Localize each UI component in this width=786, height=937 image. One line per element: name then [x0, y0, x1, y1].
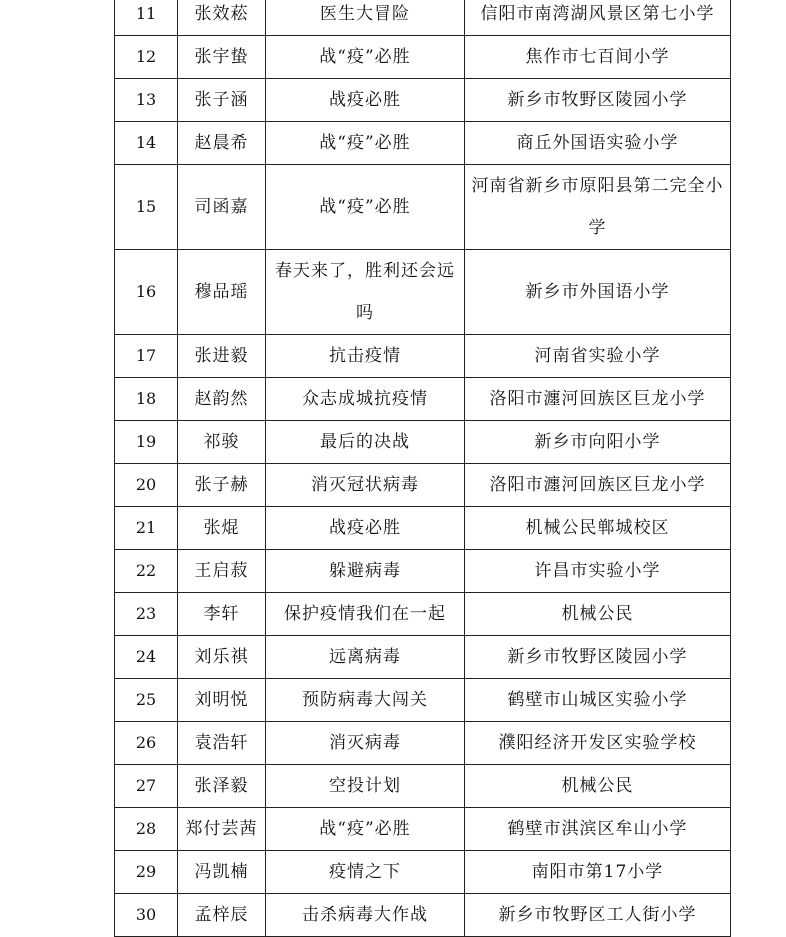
row-number: 14 — [115, 122, 178, 165]
student-name: 郑付芸茜 — [178, 808, 266, 851]
student-name: 张泽毅 — [178, 765, 266, 808]
table-row — [115, 421, 731, 464]
school-name: 鹤壁市淇滨区牟山小学 — [465, 808, 731, 851]
table-row — [115, 79, 731, 122]
student-name: 李轩 — [178, 593, 266, 636]
row-number: 29 — [115, 851, 178, 894]
student-name: 张子涵 — [178, 79, 266, 122]
work-title: 战疫必胜 — [266, 79, 465, 122]
row-number: 28 — [115, 808, 178, 851]
student-name: 赵晨希 — [178, 122, 266, 165]
row-number: 23 — [115, 593, 178, 636]
row-number: 20 — [115, 464, 178, 507]
row-number: 27 — [115, 765, 178, 808]
row-number: 25 — [115, 679, 178, 722]
table-row — [115, 464, 731, 507]
row-number: 19 — [115, 421, 178, 464]
student-name: 刘乐祺 — [178, 636, 266, 679]
school-name: 新乡市牧野区陵园小学 — [465, 79, 731, 122]
school-name: 河南省实验小学 — [465, 335, 731, 378]
work-title: 战“疫”必胜 — [266, 122, 465, 165]
work-title: 战“疫”必胜 — [266, 165, 465, 250]
table-row — [115, 851, 731, 894]
student-name: 祁骏 — [178, 421, 266, 464]
student-name: 张焜 — [178, 507, 266, 550]
table-row — [115, 679, 731, 722]
work-title: 春天来了，胜利还会远吗 — [266, 250, 465, 335]
row-number: 13 — [115, 79, 178, 122]
work-title: 躲避病毒 — [266, 550, 465, 593]
award-list-table — [114, 0, 731, 937]
school-name: 机械公民 — [465, 765, 731, 808]
work-title: 医生大冒险 — [266, 0, 465, 36]
school-name: 南阳市第17小学 — [465, 851, 731, 894]
student-name: 刘明悦 — [178, 679, 266, 722]
school-name: 新乡市牧野区陵园小学 — [465, 636, 731, 679]
row-number: 24 — [115, 636, 178, 679]
row-number: 15 — [115, 165, 178, 250]
student-name: 张效菘 — [178, 0, 266, 36]
school-name: 机械公民 — [465, 593, 731, 636]
table-row — [115, 36, 731, 79]
school-name: 濮阳经济开发区实验学校 — [465, 722, 731, 765]
school-name: 信阳市南湾湖风景区第七小学 — [465, 0, 731, 36]
row-number: 30 — [115, 894, 178, 937]
work-title: 远离病毒 — [266, 636, 465, 679]
work-title: 战疫必胜 — [266, 507, 465, 550]
row-number: 16 — [115, 250, 178, 335]
work-title: 消灭病毒 — [266, 722, 465, 765]
row-number: 17 — [115, 335, 178, 378]
student-name: 冯凯楠 — [178, 851, 266, 894]
student-name: 司函嘉 — [178, 165, 266, 250]
work-title: 众志成城抗疫情 — [266, 378, 465, 421]
table-row — [115, 550, 731, 593]
student-name: 张宇蛰 — [178, 36, 266, 79]
work-title: 战“疫”必胜 — [266, 36, 465, 79]
school-name: 新乡市外国语小学 — [465, 250, 731, 335]
row-number: 21 — [115, 507, 178, 550]
work-title: 疫情之下 — [266, 851, 465, 894]
work-title: 击杀病毒大作战 — [266, 894, 465, 937]
table-row — [115, 593, 731, 636]
table-row — [115, 122, 731, 165]
student-name: 穆品瑶 — [178, 250, 266, 335]
student-name: 张子赫 — [178, 464, 266, 507]
row-number: 11 — [115, 0, 178, 36]
table-row — [115, 722, 731, 765]
table-row — [115, 378, 731, 421]
student-name: 赵韵然 — [178, 378, 266, 421]
school-name: 新乡市牧野区工人街小学 — [465, 894, 731, 937]
table-row — [115, 250, 731, 335]
school-name: 洛阳市瀍河回族区巨龙小学 — [465, 378, 731, 421]
school-name: 洛阳市瀍河回族区巨龙小学 — [465, 464, 731, 507]
student-name: 袁浩轩 — [178, 722, 266, 765]
table-row — [115, 636, 731, 679]
school-name: 鹤壁市山城区实验小学 — [465, 679, 731, 722]
school-name: 河南省新乡市原阳县第二完全小学 — [465, 165, 731, 250]
table-row — [115, 0, 731, 36]
school-name: 新乡市向阳小学 — [465, 421, 731, 464]
student-name: 王启菽 — [178, 550, 266, 593]
student-name: 张进毅 — [178, 335, 266, 378]
table-row — [115, 765, 731, 808]
school-name: 焦作市七百间小学 — [465, 36, 731, 79]
table-row — [115, 894, 731, 937]
row-number: 26 — [115, 722, 178, 765]
work-title: 战“疫”必胜 — [266, 808, 465, 851]
table-row — [115, 335, 731, 378]
row-number: 12 — [115, 36, 178, 79]
row-number: 22 — [115, 550, 178, 593]
work-title: 空投计划 — [266, 765, 465, 808]
work-title: 消灭冠状病毒 — [266, 464, 465, 507]
work-title: 预防病毒大闯关 — [266, 679, 465, 722]
work-title: 最后的决战 — [266, 421, 465, 464]
row-number: 18 — [115, 378, 178, 421]
school-name: 商丘外国语实验小学 — [465, 122, 731, 165]
work-title: 保护疫情我们在一起 — [266, 593, 465, 636]
table-row — [115, 808, 731, 851]
school-name: 许昌市实验小学 — [465, 550, 731, 593]
table-row — [115, 507, 731, 550]
school-name: 机械公民郸城校区 — [465, 507, 731, 550]
student-name: 孟梓辰 — [178, 894, 266, 937]
work-title: 抗击疫情 — [266, 335, 465, 378]
table-row — [115, 165, 731, 250]
